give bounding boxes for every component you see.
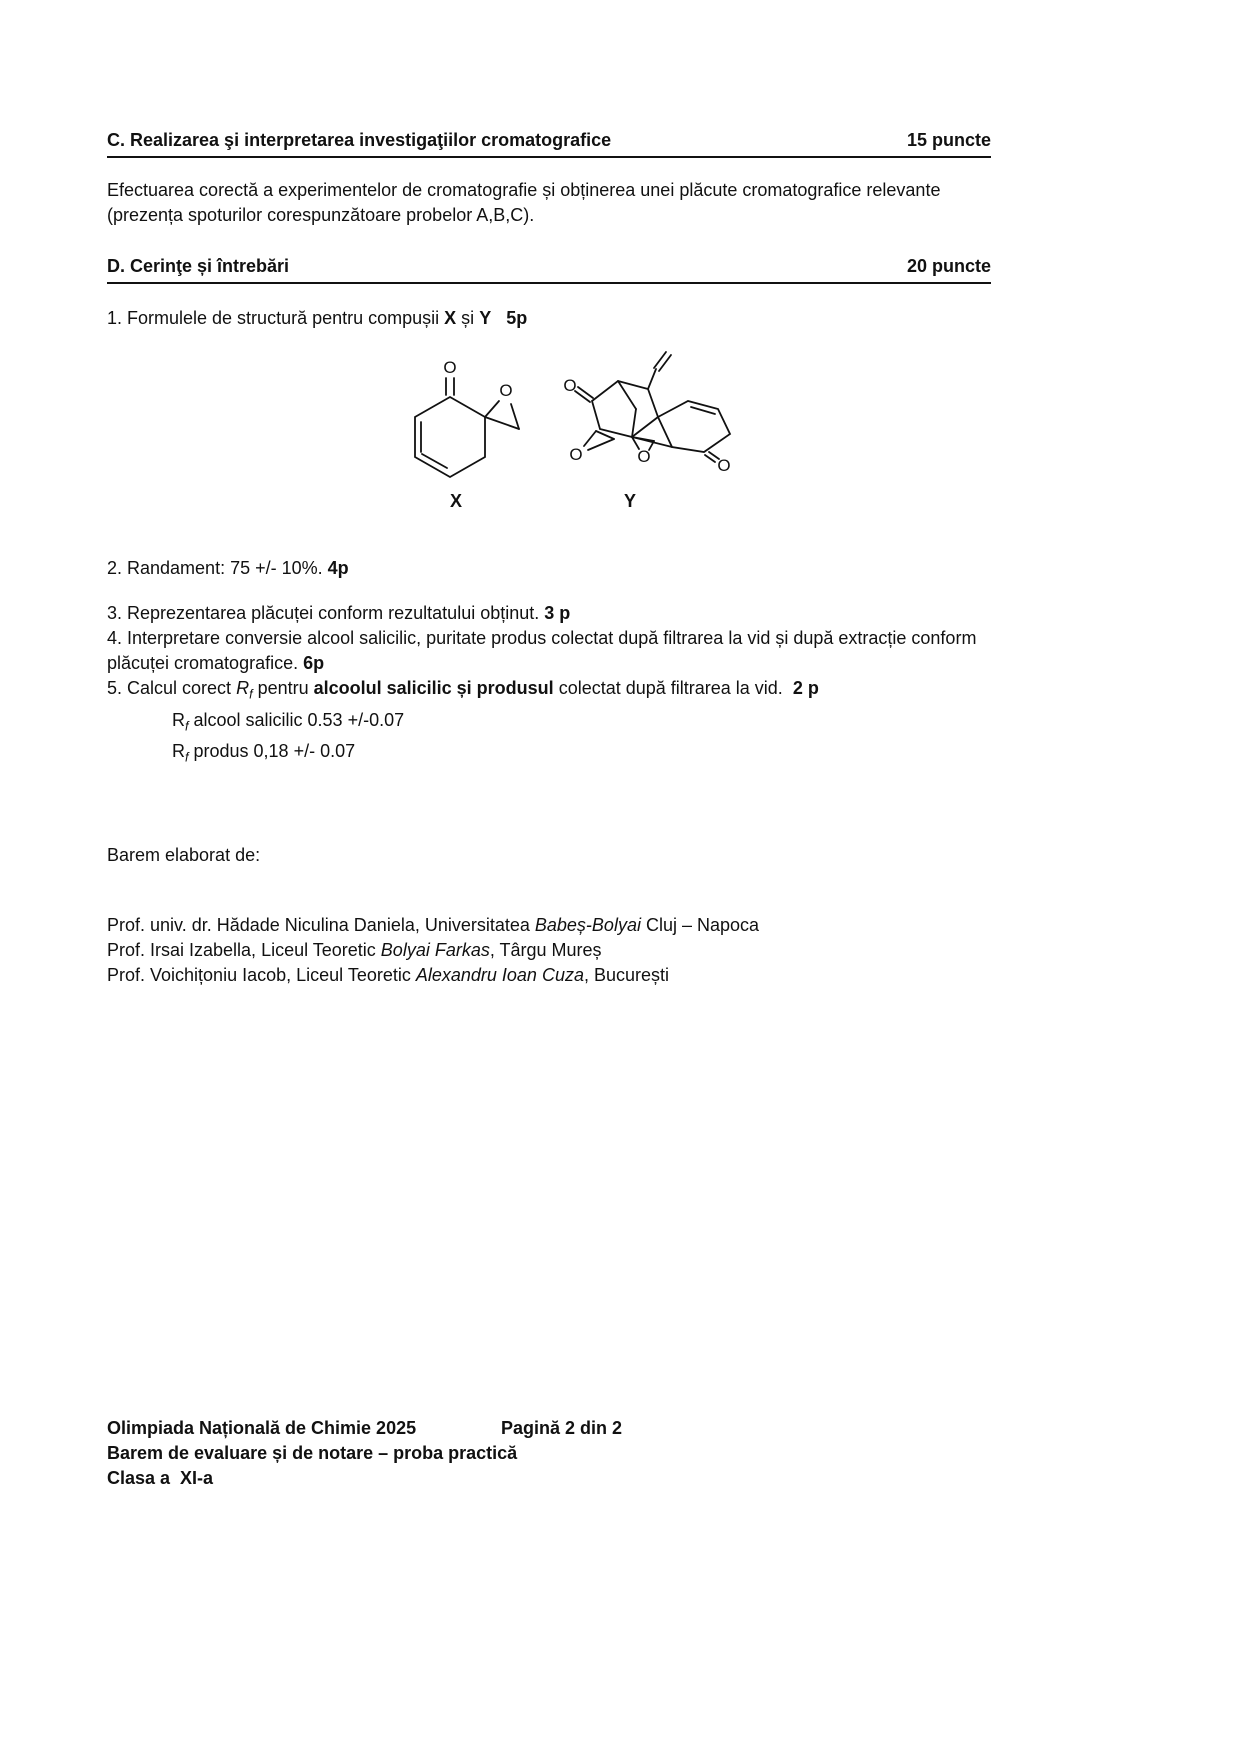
requirement-item-1: 1. Formulele de structură pentru compușii X și Y 5p	[107, 308, 528, 328]
page-content	[107, 0, 991, 988]
structure-x-label: X	[449, 491, 463, 511]
page-footer	[107, 1416, 991, 1491]
section-c-points: 15 puncte	[906, 130, 991, 150]
footer-line-2: Barem de evaluare și de notare – proba practică	[107, 1443, 518, 1463]
rf-value-alcool-salicilic: $R_f$ alcool salicilic 0.53 +/-0.07	[172, 709, 405, 734]
credits-heading: Barem elaborat de:	[107, 844, 261, 865]
section-c-title: C. Realizarea şi interpretarea investigaţiilor cromatografice	[107, 130, 612, 150]
credit-line: Prof. Voichițoniu Iacob, Liceul Teoretic Alexandru Ioan Cuza, București	[107, 964, 670, 985]
chemical-structures-drawing	[400, 349, 780, 517]
atom-label-o: O	[563, 376, 577, 395]
credit-line: Prof. Irsai Izabella, Liceul Teoretic Bolyai Farkas, Târgu Mureș	[107, 939, 602, 960]
atom-label-o: O	[443, 358, 457, 377]
credit-line: Prof. univ. dr. Hădade Niculina Daniela, Universitatea Babeș-Bolyai Cluj – Napoca	[107, 914, 760, 935]
figure-structures	[400, 349, 780, 524]
atom-label-o: O	[717, 456, 731, 475]
requirement-item-3: 3. Reprezentarea plăcuței conform rezultatului obținut. 3 p	[107, 603, 571, 623]
requirement-item-5: 5. Calcul corect $R_f$ pentru alcoolul salicilic și produsul colectat după filtrarea la vid. 2 p	[107, 678, 819, 702]
section-d-title: D. Cerinţe și întrebări	[107, 256, 290, 276]
requirement-item-2: 2. Randament: 75 +/- 10%. 4p	[107, 558, 349, 578]
requirement-item-4: 4. Interpretare conversie alcool salicilic, puritate produs colectat după filtrarea la vid și după extracție conform plăcuței cromatografice. 6p	[107, 628, 982, 673]
footer-page-number: Pagină 2 din 2	[501, 1418, 623, 1438]
section-c-body: Efectuarea corectă a experimentelor de cromatografie și obținerea unei plăcute cromatografice relevante (prezența spoturilor corespunzătoare probelor A,B,C).	[107, 180, 946, 225]
footer-olympiad-title: Olimpiada Națională de Chimie 2025	[107, 1418, 417, 1438]
structure-y-drawing	[575, 352, 730, 462]
footer-line-1	[107, 1416, 991, 1441]
atom-label-o: O	[499, 381, 513, 400]
section-d-heading	[107, 254, 991, 284]
section-d-points: 20 puncte	[906, 256, 991, 276]
structure-y-label: Y	[623, 491, 637, 511]
footer-line-3: Clasa a XI-a	[107, 1468, 214, 1488]
atom-label-o: O	[569, 445, 583, 464]
atom-label-o: O	[637, 447, 651, 466]
rf-value-produs: $R_f$ produs 0,18 +/- 0.07	[172, 741, 356, 765]
credits-block	[107, 913, 991, 988]
section-c-heading	[107, 128, 991, 158]
